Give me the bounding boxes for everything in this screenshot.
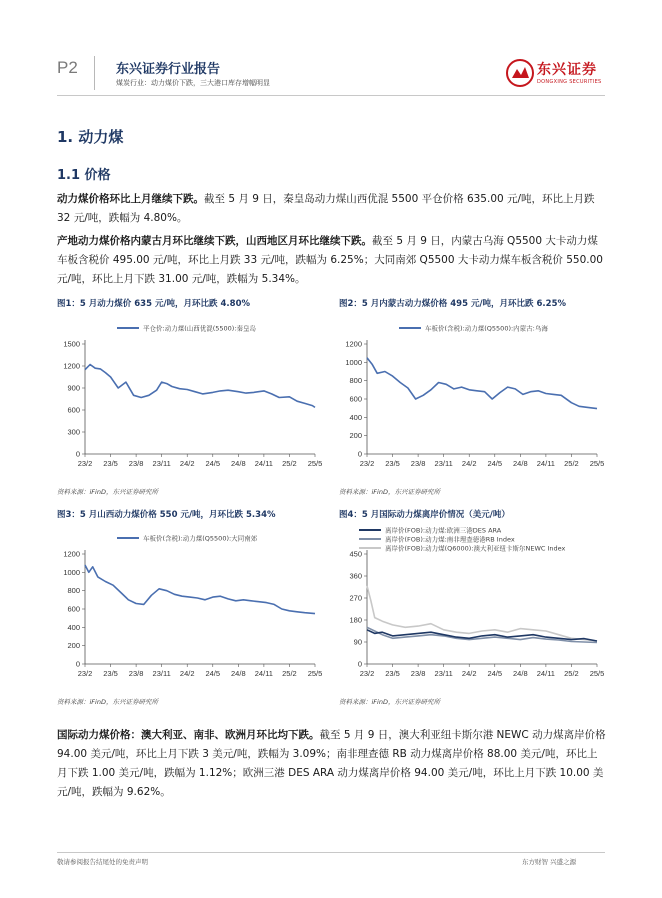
x-tick-label: 23/8 [410,669,426,678]
y-tick-label: 0 [75,659,80,669]
y-tick-label: 0 [75,449,80,459]
subsection-heading: 1.1 价格 [57,168,111,183]
y-tick-label: 360 [349,571,362,581]
chart-fig3 [57,524,325,684]
x-tick-label: 24/11 [536,669,555,678]
x-tick-label: 25/5 [307,669,323,678]
x-tick-label: 23/5 [103,459,118,468]
x-tick-label: 25/2 [564,459,579,468]
x-tick-label: 25/5 [589,669,605,678]
series-line-0 [367,358,597,409]
series-line-0 [85,565,315,614]
chart-fig1-svg [57,314,325,474]
x-tick-label: 23/2 [359,459,375,468]
x-tick-label: 25/5 [307,459,323,468]
section-heading: 1. 动力煤 [57,128,124,146]
chart-fig3-svg [57,524,325,684]
x-tick-label: 24/8 [513,669,528,678]
y-tick-label: 200 [67,641,80,651]
paragraph-origin-price [57,232,607,289]
x-tick-label: 24/11 [536,459,555,468]
x-tick-label: 25/2 [282,459,297,468]
chart-fig4-svg [339,524,607,684]
x-tick-label: 23/11 [434,669,453,678]
y-tick-label: 0 [357,449,362,459]
paragraph-international-price [57,726,607,802]
y-tick-label: 0 [357,659,362,669]
y-tick-label: 1000 [345,357,362,367]
logo-text-cn: 东兴证券 [537,62,597,78]
x-tick-label: 23/5 [103,669,118,678]
x-tick-label: 23/2 [77,669,93,678]
y-tick-label: 400 [349,412,362,422]
y-tick-label: 200 [349,431,362,441]
y-tick-label: 600 [67,604,80,614]
x-tick-label: 24/5 [487,459,503,468]
x-tick-label: 23/2 [359,669,375,678]
y-tick-label: 180 [349,615,362,625]
y-tick-label: 600 [67,405,80,415]
header-divider [57,95,605,96]
legend-label: 车板价(含税):动力煤(Q5500):内蒙古:乌海 [425,324,548,333]
figure-3-title: 图3：5 月山西动力煤价格 550 元/吨，月环比跌 5.34% [57,510,276,520]
figure-4-source: 资料来源：iFinD，东兴证券研究所 [339,698,440,706]
figure-1-source: 资料来源：iFinD，东兴证券研究所 [57,488,158,496]
x-tick-label: 23/11 [434,459,453,468]
y-tick-label: 90 [353,637,362,647]
y-tick-label: 800 [67,586,80,596]
y-tick-label: 800 [349,376,362,386]
legend-label: 离岸价(FOB):动力煤(Q6000):澳大利亚纽卡斯尔NEWC Index [385,544,566,553]
x-tick-label: 23/8 [410,459,426,468]
paragraph-lead: 动力煤价格环比上月继续下跌。 [57,193,204,205]
paragraph-thermal-coal-price [57,190,607,228]
x-tick-label: 24/8 [231,669,246,678]
chart-fig2 [339,314,607,474]
x-tick-label: 23/5 [385,669,400,678]
x-tick-label: 24/2 [179,459,195,468]
paragraph-body: 截至 5 月 9 日，秦皇岛动力煤山西优混 5500 平仓价格 635.00 元/吨，环比上月跌 32 元/吨，跌幅为 4.80%。 [57,193,595,224]
paragraph-lead: 产地动力煤价格内蒙古月环比继续下跌，山西地区月环比继续下跌。 [57,235,372,247]
y-tick-label: 270 [349,593,362,603]
x-tick-label: 23/8 [128,459,144,468]
y-tick-label: 300 [67,427,80,437]
x-tick-label: 24/2 [461,459,477,468]
logo-text-en: DONGXING SECURITIES [537,79,602,85]
y-tick-label: 450 [349,549,362,559]
x-tick-label: 23/8 [128,669,144,678]
footer-divider [57,852,605,853]
footer-disclaimer: 敬请参阅报告结尾处的免责声明 [57,858,148,866]
series-line-2 [367,586,597,641]
paragraph-body: 截至 5 月 9 日，内蒙古乌海 Q5500 大卡动力煤车板含税价 495.00 元/吨，环比上月跌 33 元/吨，跌幅为 6.25%；大同南郊 Q5500 大卡动力煤车板含税价 550.00 元/吨，环比上月下跌 31.00 元/吨，跌幅为 5.34%。 [57,235,603,285]
x-tick-label: 25/2 [564,669,579,678]
chart-fig4 [339,524,607,684]
footer-slogan: 东方财智 兴盛之源 [522,858,577,866]
y-tick-label: 1500 [63,339,80,349]
figure-1-title: 图1：5 月动力煤价 635 元/吨，月环比跌 4.80% [57,299,251,309]
y-tick-label: 600 [349,394,362,404]
x-tick-label: 24/5 [205,459,221,468]
y-tick-label: 900 [67,383,80,393]
series-line-0 [85,365,315,408]
figure-4-title: 图4：5 月国际动力煤离岸价情况（美元/吨） [339,510,510,520]
chart-fig2-svg [339,314,607,474]
report-subtitle: 煤炭行业：动力煤价下跌，三大港口库存增幅明显 [116,79,270,87]
x-tick-label: 23/5 [385,459,400,468]
x-tick-label: 25/5 [589,459,605,468]
y-tick-label: 1200 [345,339,362,349]
paragraph-lead: 国际动力煤价格：澳大利亚、南非、欧洲月环比均下跌。 [57,729,320,741]
page-number: P2 [57,58,78,77]
x-tick-label: 24/8 [231,459,246,468]
y-tick-label: 400 [67,622,80,632]
header-separator [94,56,95,90]
x-tick-label: 25/2 [282,669,297,678]
legend-label: 离岸价(FOB):动力煤:南非理查德港RB Index [385,535,515,544]
figure-2-title: 图2：5 月内蒙古动力煤价格 495 元/吨，月环比跌 6.25% [339,299,567,309]
x-tick-label: 24/8 [513,459,528,468]
x-tick-label: 24/11 [254,459,273,468]
figure-2-source: 资料来源：iFinD，东兴证券研究所 [339,488,440,496]
legend-label: 平仓价:动力煤(山西优混(5500):秦皇岛 [143,324,257,333]
company-logo-icon [506,58,534,88]
y-tick-label: 1200 [63,549,80,559]
x-tick-label: 23/11 [152,459,171,468]
legend-label: 离岸价(FOB):动力煤:欧洲三港DES ARA [385,526,502,535]
x-tick-label: 24/5 [205,669,221,678]
y-tick-label: 1000 [63,567,80,577]
x-tick-label: 24/5 [487,669,503,678]
x-tick-label: 24/11 [254,669,273,678]
report-title: 东兴证券行业报告 [116,62,221,77]
paragraph-body: 截至 5 月 9 日，澳大利亚纽卡斯尔港 NEWC 动力煤离岸价格 94.00 美元/吨，环比上月下跌 3 美元/吨，跌幅为 3.09%；南非理查德 RB 动力煤离岸价格 88.00 美元/吨，环比上月下跌 1.00 美元/吨，跌幅为 1.12%；欧洲三港 DES ARA 动力煤离岸价格 94.00 美元/吨，环比上月下跌 10.00 美元/吨，跌幅为 9.62%。 [57,729,606,798]
chart-fig1 [57,314,325,474]
figure-3-source: 资料来源：iFinD，东兴证券研究所 [57,698,158,706]
x-tick-label: 23/2 [77,459,93,468]
x-tick-label: 23/11 [152,669,171,678]
legend-label: 车板价(含税):动力煤(Q5500):大同南郊 [143,534,258,543]
y-tick-label: 1200 [63,361,80,371]
x-tick-label: 24/2 [179,669,195,678]
x-tick-label: 24/2 [461,669,477,678]
